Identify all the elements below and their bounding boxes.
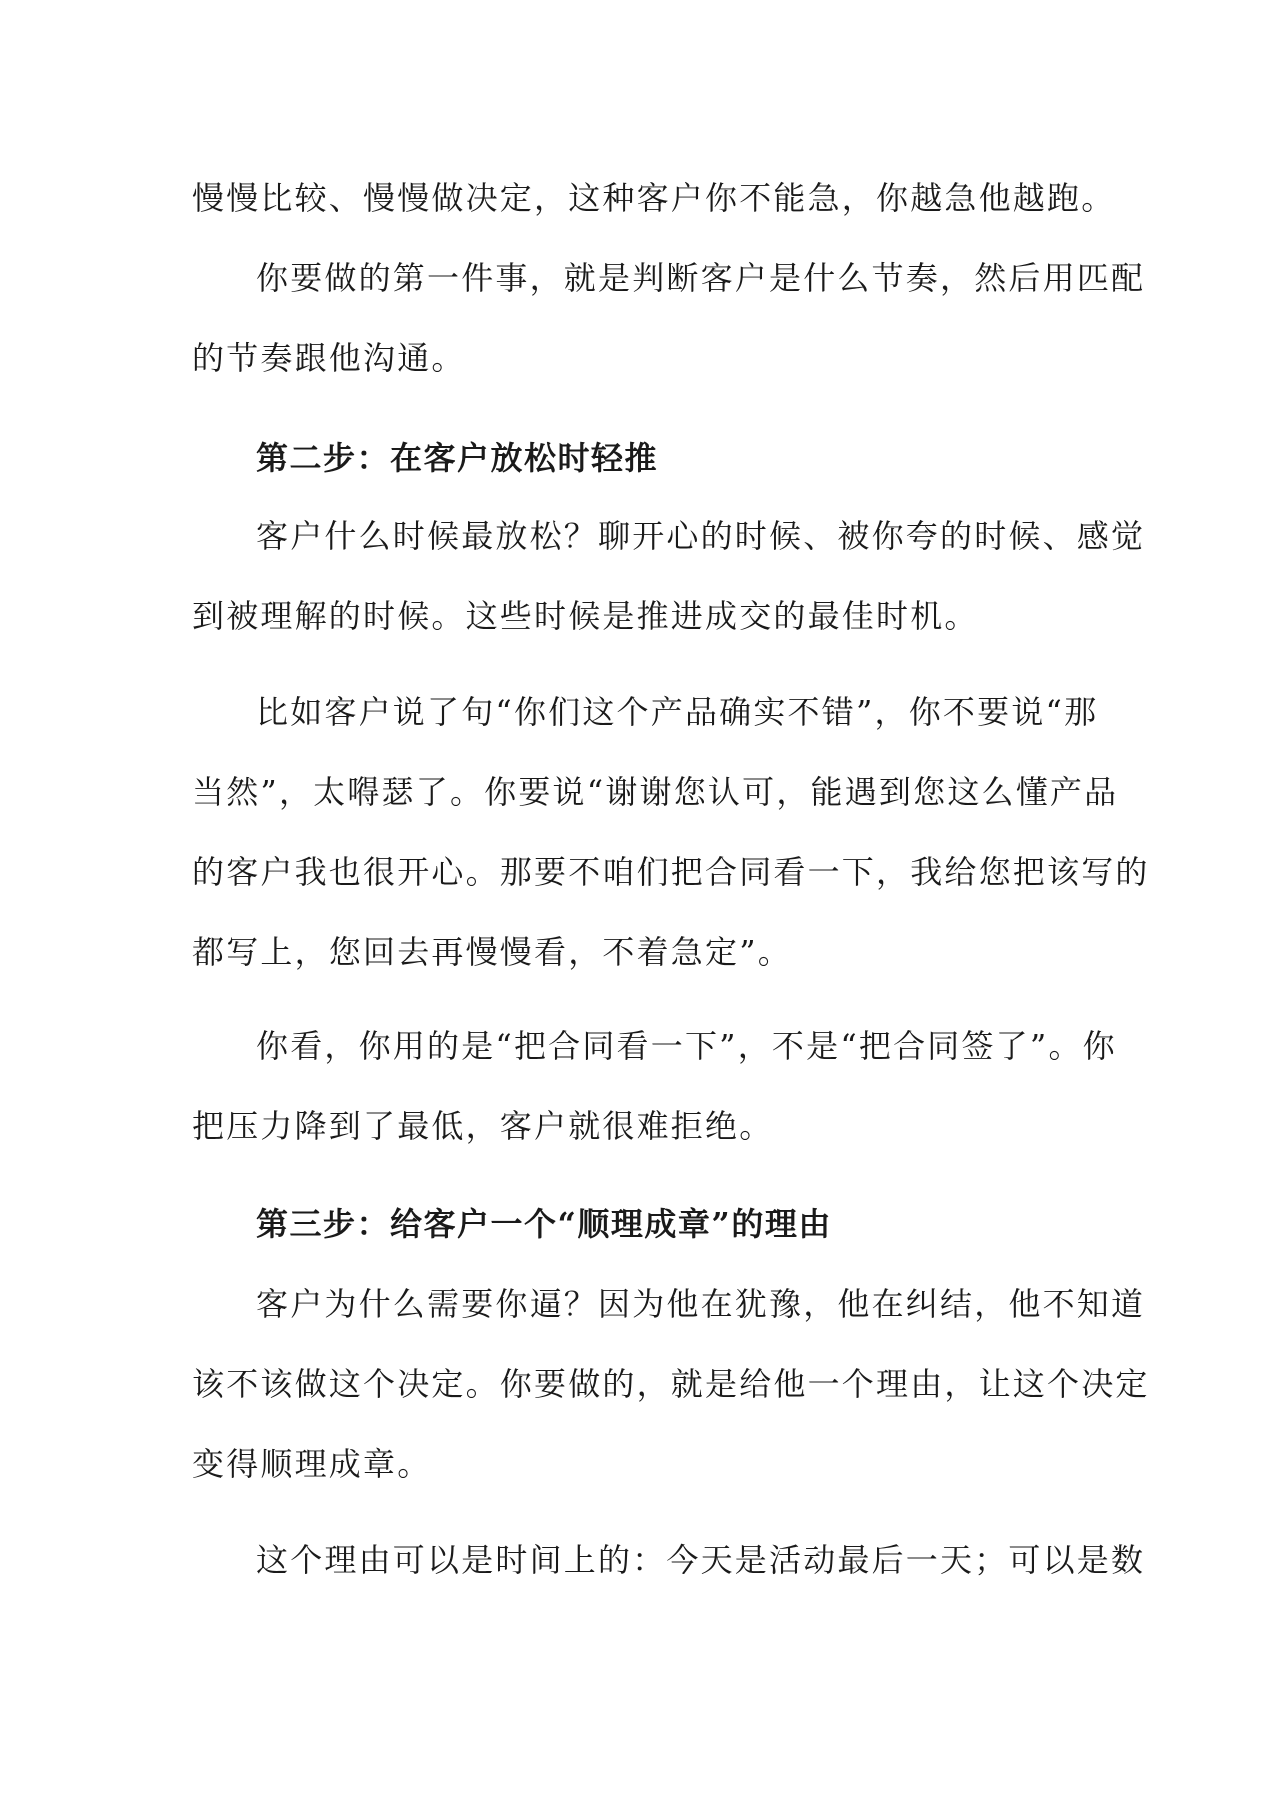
paragraph-line: 慢慢比较、慢慢做决定，这种客户你不能急，你越急他越跑。: [192, 179, 1116, 217]
paragraph-line: 把压力降到了最低，客户就很难拒绝。: [192, 1107, 774, 1145]
paragraph-line: 的节奏跟他沟通。: [192, 339, 466, 377]
paragraph-line: 你看，你用的是“把合同看一下”，不是“把合同签了”。你: [256, 1027, 1117, 1065]
section-heading: 第二步：在客户放松时轻推: [256, 439, 659, 477]
paragraph-line: 到被理解的时候。这些时候是推进成交的最佳时机。: [192, 597, 979, 635]
paragraph-line: 该不该做这个决定。你要做的，就是给他一个理由，让这个决定: [192, 1365, 1150, 1403]
paragraph-line: 客户什么时候最放松？聊开心的时候、被你夸的时候、感觉: [256, 517, 1146, 555]
section-heading: 第三步：给客户一个“顺理成章”的理由: [256, 1205, 832, 1243]
paragraph-line: 的客户我也很开心。那要不咱们把合同看一下，我给您把该写的: [192, 853, 1150, 891]
paragraph-line: 变得顺理成章。: [192, 1445, 432, 1483]
paragraph-line: 你要做的第一件事，就是判断客户是什么节奏，然后用匹配: [256, 259, 1146, 297]
paragraph-line: 这个理由可以是时间上的：今天是活动最后一天；可以是数: [256, 1541, 1146, 1579]
paragraph-line: 比如客户说了句“你们这个产品确实不错”，你不要说“那: [256, 693, 1099, 731]
paragraph-line: 都写上，您回去再慢慢看，不着急定”。: [192, 933, 792, 971]
paragraph-line: 当然”，太嘚瑟了。你要说“谢谢您认可，能遇到您这么懂产品: [192, 773, 1119, 811]
paragraph-line: 客户为什么需要你逼？因为他在犹豫，他在纠结，他不知道: [256, 1285, 1146, 1323]
